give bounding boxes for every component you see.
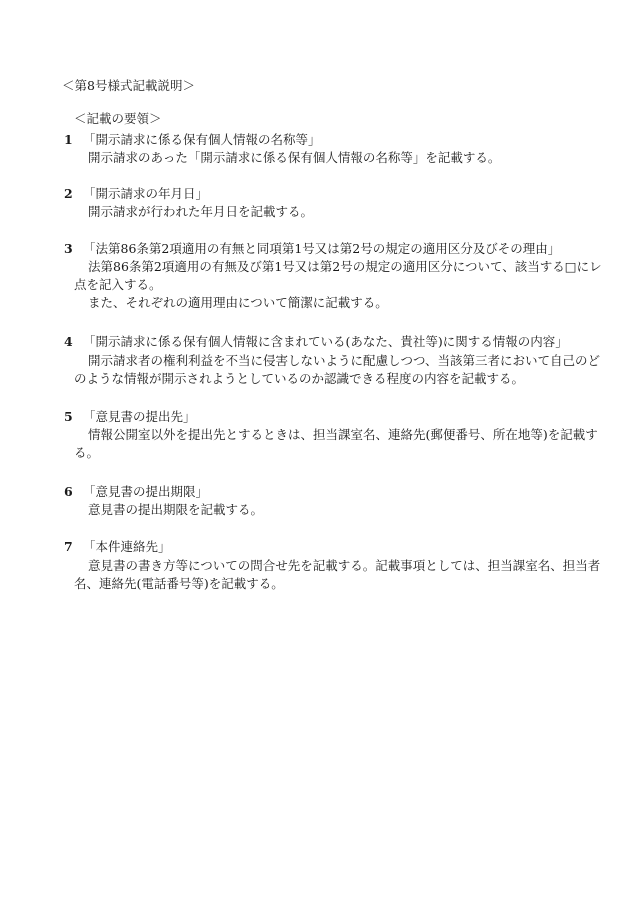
item-text-line: のような情報が開示されようとしているのか認識できる程度の内容を記載する。 <box>74 371 525 386</box>
item-heading: 「開示請求の年月日」 <box>83 186 209 201</box>
item-heading: 「開示請求に係る保有個人情報に含まれている(あなた、貴社等)に関する情報の内容」 <box>83 334 568 349</box>
item-number: 5 <box>64 409 73 424</box>
item-text-line: る。 <box>74 445 100 460</box>
item-text-line: 意見書の書き方等についての問合せ先を記載する。記載事項としては、担当課室名、担当者 <box>88 558 601 573</box>
item-heading: 「意見書の提出期限」 <box>83 484 209 499</box>
item-text-line: また、それぞれの適用理由について簡潔に記載する。 <box>88 295 388 310</box>
item-number: 2 <box>64 186 73 201</box>
item-number: 6 <box>64 484 73 499</box>
item-heading: 「開示請求に係る保有個人情報の名称等」 <box>83 132 321 147</box>
item-text-line: 開示請求のあった「開示請求に係る保有個人情報の名称等」を記載する。 <box>88 150 501 165</box>
item-text-line: 開示請求が行われた年月日を記載する。 <box>88 204 314 219</box>
item-heading: 「本件連絡先」 <box>83 539 171 554</box>
item-text-line: 意見書の提出期限を記載する。 <box>88 502 264 517</box>
item-number: 1 <box>64 132 73 147</box>
item-text-line: 開示請求者の権利利益を不当に侵害しないように配慮しつつ、当該第三者において自己のど <box>88 353 601 368</box>
document-title: ＜第8号様式記載説明＞ <box>62 78 195 93</box>
item-text-line: 名、連絡先(電話番号等)を記載する。 <box>74 576 284 591</box>
section-heading: ＜記載の要領＞ <box>74 111 162 126</box>
item-number: 4 <box>64 334 73 349</box>
item-text-line: 情報公開室以外を提出先とするときは、担当課室名、連絡先(郵便番号、所在地等)を記載す <box>88 427 598 442</box>
item-number: 7 <box>64 539 73 554</box>
item-heading: 「意見書の提出先」 <box>83 409 196 424</box>
item-text-line: 点を記入する。 <box>74 277 162 292</box>
item-heading: 「法第86条第2項適用の有無と同項第1号又は第2号の規定の適用区分及びその理由」 <box>83 241 561 256</box>
item-number: 3 <box>64 241 73 256</box>
item-text-line: 法第86条第2項適用の有無及び第1号又は第2号の規定の適用区分について、該当する□にレ <box>88 259 602 274</box>
